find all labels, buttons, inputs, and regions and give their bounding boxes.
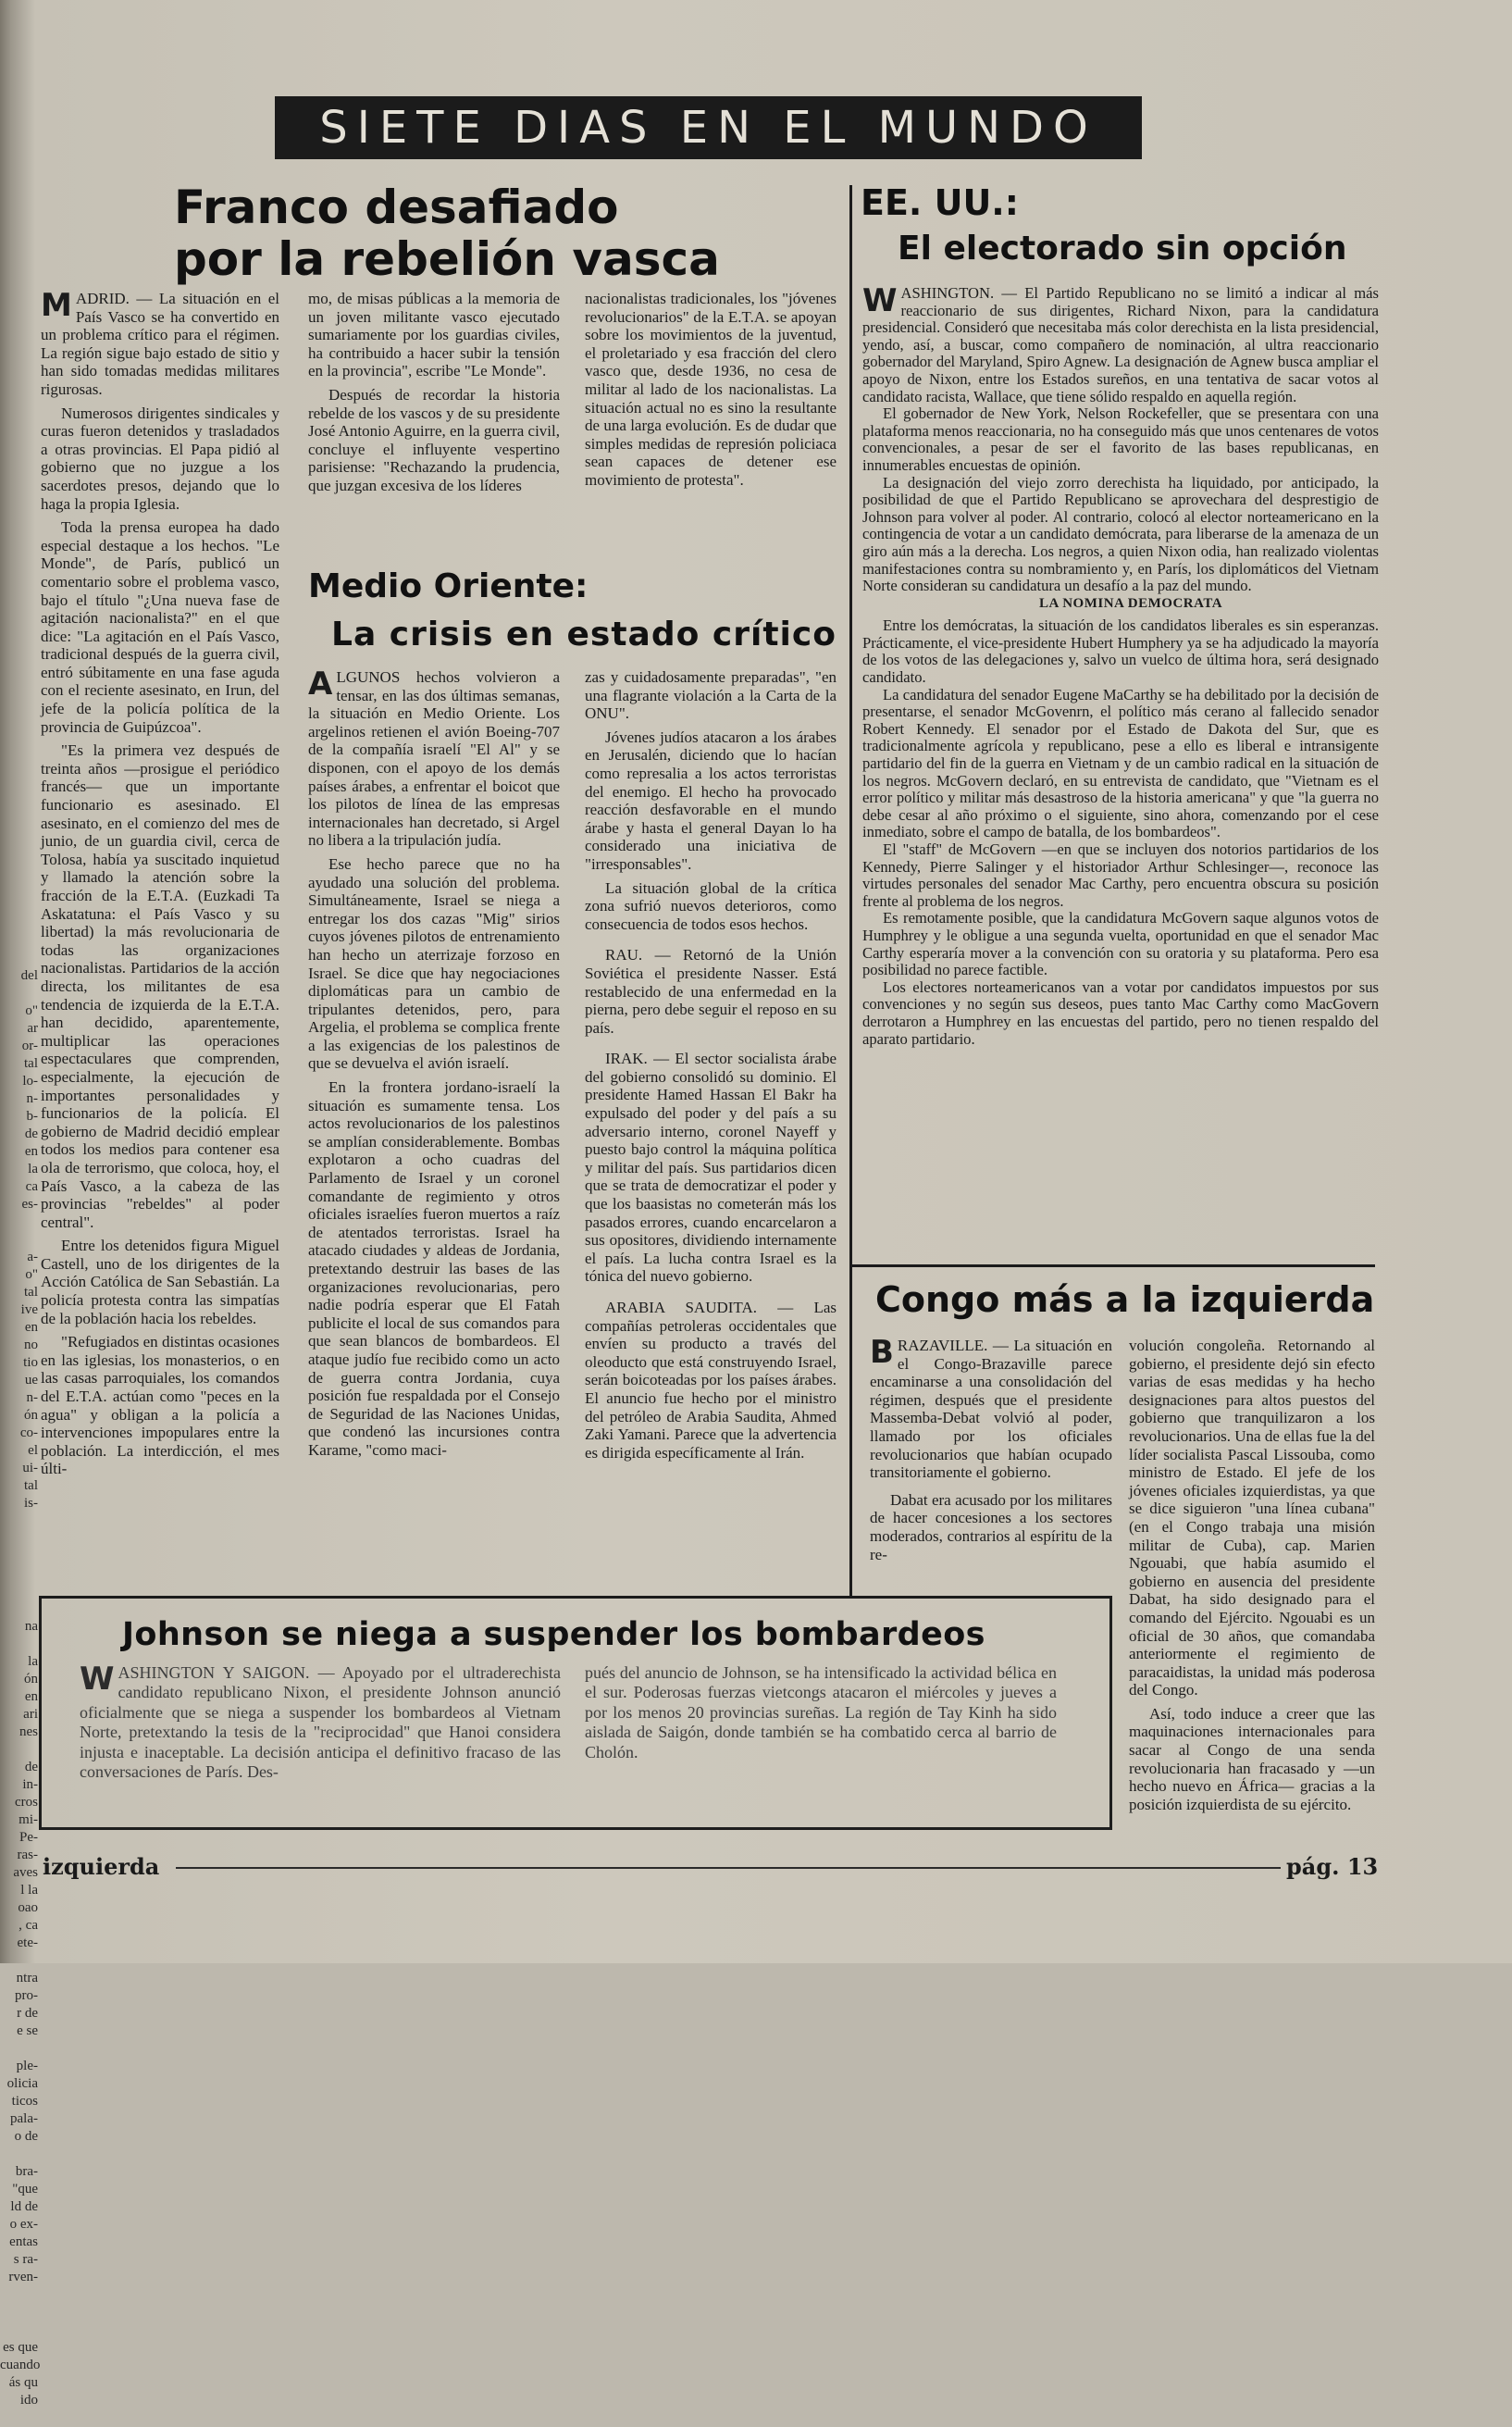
gutter-fragment-line: [0, 1512, 41, 1530]
gutter-fragment-line: [0, 2146, 41, 2163]
gutter-fragment-line: [0, 1636, 41, 1653]
franco-column-3: [585, 290, 837, 495]
gutter-fragment-line: co-: [19, 1425, 38, 1440]
gutter-fragment-line: [0, 545, 41, 563]
medio-col2-para-1: zas y cuidadosamente preparadas", "en una flagrante violación a la Carta de la ONU".: [585, 668, 837, 723]
gutter-fragment-line: aves: [13, 1865, 38, 1880]
gutter-fragment-line: [0, 809, 41, 827]
eeuu-column: [862, 282, 1379, 1048]
medio-dropcap: A: [308, 666, 333, 703]
gutter-fragment-line: es que: [3, 2340, 38, 2355]
section-banner: SIETE DIAS EN EL MUNDO: [275, 96, 1142, 159]
section-divider: [851, 1264, 1375, 1267]
gutter-fragment-line: ar: [27, 1021, 38, 1036]
franco-para-6: "Refugiados en distintas ocasiones en las iglesias, los monasterios, o en las casas parroquiales, los comandos del E.T.A. actúan como "peces en la agua" y obligan a la policía a intervenciones impopulares entre la población. La interdicción, el mes últi-: [41, 1333, 279, 1478]
eeuu-headline-line2: El electorado sin opción: [898, 230, 1347, 268]
footer-magazine-name: izquierda: [43, 1853, 160, 1880]
gutter-fragment-line: [0, 668, 41, 686]
gutter-fragment-line: el: [28, 1443, 38, 1458]
gutter-fragment-line: [0, 774, 41, 791]
gutter-fragment-line: ete-: [17, 1935, 38, 1950]
eeuu-para-4: Entre los demócratas, la situación de los candidatos liberales es sin esperanzas. Prácticamente, el vice-presidente Hubert Humphery ya se ha adjudicado la mayoría de los votos de las delegaciones y, salvo un vuelco de última hora, será designado candidato.: [862, 616, 1379, 687]
franco-dropcap: M: [41, 287, 72, 324]
gutter-fragment-line: [0, 475, 41, 492]
gutter-fragment-line: ple-: [16, 2059, 38, 2073]
gutter-fragment-line: [0, 1548, 41, 1565]
gutter-fragment-line: [0, 616, 41, 633]
medio-col2-para-5: IRAK. — El sector socialista árabe del gobierno consolidó su dominio. El presidente Hamed Hassan El Bakr ha expulsado del poder y del país a su adversario interno, coronel Nayeff y puesto bajo control la máquina política y militar del país. Sus partidarios dicen que se trata de democratizar el poder y que los baasistas no cometerán más los pasados errores, cuando encarcelaron a sus opositores, dividiendo internamente el país. La lucha contra Israel es la tónica del nuevo gobierno.: [585, 1050, 837, 1286]
eeuu-para-1: WASHINGTON. — El Partido Republicano no se limitó a indicar al más reaccionario de sus dirigentes, Richard Nixon, para la candidatura presidencial. Consideró que necesitaba más color derechista en la lista presidencial, yendo, así, a buscar, como compañero de nominación, al ultra reaccionario gobernador del Maryland, Spiro Agnew. La designación de Agnew busca ampliar el apoyo de Nixon, entre los Estados sureños, en una tentativa de sacar votos al candidato racista, Wallace, que tiene sólido respaldo en aquella región.: [862, 282, 1379, 405]
gutter-fragment-line: bra-: [15, 2164, 38, 2179]
gutter-fragment-line: n-: [26, 1390, 38, 1405]
gutter-fragment-line: tal: [24, 1478, 38, 1493]
gutter-fragment-line: [0, 897, 41, 915]
gutter-fragment-line: [0, 915, 41, 932]
gutter-fragment-line: [0, 756, 41, 774]
gutter-fragment-line: es-: [21, 1197, 38, 1212]
gutter-fragment-line: [0, 633, 41, 651]
gutter-fragment-line: lo-: [22, 1074, 38, 1089]
franco-para-4: "Es la primera vez después de treinta años —prosigue el periódico francés— que un importante funcionario es asesinado. El asesinato, en el comienzo del mes de junio, de un guardia civil, cerca de Tolosa, había ya suscitado inquietud y llamado la atención sobre la fracción de la E.T.A. (Euzkadi Ta Askatatuna: el País Vasco y su libertad) la más revolucionaria de todas las organizaciones nacionalistas. Partidarios de la acción directa, los militantes de esa tendencia de izquierda de la E.T.A. han decidido, aparentemente, multiplicar las operaciones espectaculares que comprenden, especialmente, la ejecución de importantes personalidades y funcionarios de la policía. El gobierno de Madrid decidió emplear todos los medios para contener esa ola de terrorismo, que coloca, hoy, el País Vasco, a la cabeza de las provincias "rebeldes" al poder central".: [41, 741, 279, 1231]
gutter-fragment-line: la: [28, 1654, 38, 1669]
gutter-fragment-line: [0, 862, 41, 879]
eeuu-para-5: La candidatura del senador Eugene MaCarthy se ha debilitado por la decisión de presentarse, el senador McGovenrn, el político más cerano al fallecido senador Robert Kennedy. El senador por el Estado de Dakota del Sur, que es tradicionalmente agrícola y republicano, pese a ello es liberal e intransigente partidario del fin de la guerra en Vietnam y de un cambio radical en la situación de los negros. McGovern declaró, en su entrevista de candidato, que "Vietnam es el error político y militar más desastroso de la historia americana" y que "la guerra no debe cesar al año próximo o el siguiente, sino ahora, comenzando por el cese inmediato, sobre el campo de batalla, de los bombardeos".: [862, 685, 1379, 841]
franco-para-5: Entre los detenidos figura Miguel Castell, uno de los dirigentes de la Acción Católica de San Sebastián. La policía protesta contra las simpatías de la población hacia los rebeldes.: [41, 1237, 279, 1327]
franco-column-1: [41, 287, 279, 1484]
franco-column-2: [308, 290, 560, 501]
gutter-fragment-line: [0, 2286, 41, 2304]
gutter-fragment-line: o": [25, 1003, 38, 1018]
column-rule: [849, 185, 852, 1597]
congo-col2-para-2: Así, todo induce a creer que las maquinaciones internacionales para sacar al Congo de una senda revolucionaria han fracasado y —un hecho nuevo en África— gracias a la posición izquierdista de su ejército.: [1129, 1704, 1375, 1813]
gutter-fragment-line: [0, 387, 41, 404]
franco-headline-line1: Franco desafiado: [174, 180, 619, 234]
medio-oriente-headline-line2: La crisis en estado crítico: [331, 616, 837, 653]
medio-para-1: ALGUNOS hechos volvieron a tensar, en las dos últimas semanas, la situación en Medio Oriente. Los argelinos retienen el avión Boeing-707 de la compañía israelí "El Al" y se disponen, con el apoyo de los demás países árabes, a enfrentar el boicot que los pilotos de línea de las empresas internacionales han decretado, si Argel no libera a la tripulación judía.: [308, 666, 560, 850]
gutter-fragment-line: [0, 1583, 41, 1600]
franco-col3-para-1: nacionalistas tradicionales, los "jóvenes revolucionarios" de la E.T.A. se apoyan sobre los movimientos de la juventud, el proletariado y esa fracción del clero vasco que, desde 1936, no cesa de militar al lado de los nacionalistas. La situación actual no es sino la resultante de una larga evolución. Es de dudar que simples medidas de represión policiaca sean capaces de detener ese movimiento de protesta".: [585, 290, 837, 489]
gutter-fragment-line: [0, 580, 41, 598]
gutter-fragment-line: [0, 440, 41, 457]
gutter-fragment-line: cros: [15, 1795, 38, 1810]
gutter-fragment-line: o": [25, 1267, 38, 1282]
gutter-fragment-line: n-: [26, 1091, 38, 1106]
gutter-fragment-line: [0, 1565, 41, 1583]
gutter-fragment-line: [0, 827, 41, 844]
franco-col2-para-1: mo, de misas públicas a la memoria de un joven militante vasco ejecutado sumariamente por los guardias civiles, ha contribuido a hacer subir la tensión en la provincia", escribe "Le Monde".: [308, 290, 560, 380]
gutter-fragment-line: [0, 457, 41, 475]
gutter-fragment-line: [0, 739, 41, 756]
gutter-fragment-line: ca: [25, 1179, 38, 1194]
adjacent-page-fragment: [0, 352, 41, 2408]
congo-column-2: [1129, 1337, 1375, 1819]
gutter-fragment-line: entas: [9, 2234, 38, 2249]
medio-col2-para-3: La situación global de la crítica zona sufrió nuevos deterioros, como consecuencia de todos esos hechos.: [585, 878, 837, 933]
gutter-fragment-line: [0, 686, 41, 703]
medio-oriente-column-1: [308, 668, 560, 1465]
gutter-fragment-line: o ex-: [9, 2217, 38, 2232]
congo-dropcap: B: [870, 1334, 894, 1371]
medio-col2-para-4: RAU. — Retornó de la Unión Soviética el presidente Nasser. Está restablecido de una enfermedad en la pierna, pero debe seguir el reposo en su país.: [585, 946, 837, 1037]
gutter-fragment-line: [0, 422, 41, 440]
gutter-fragment-line: rven-: [8, 2270, 38, 2284]
johnson-dropcap: W: [80, 1661, 115, 1698]
franco-headline-line2: por la rebelión vasca: [174, 232, 720, 286]
medio-para-2: Ese hecho parece que no ha ayudado una solución del problema. Simultáneamente, Israel se niega a entregar los dos cazas "Mig" sirios cuyos jóvenes pilotos de entrenamiento han hecho un aterrizaje forzoso en Israel. Se dice que hay negociaciones diplomáticas para un cambio de tripulantes detenidos, pero, para Argelia, el problema se complica frente a las exigencias de los palestinos de que se devuelva el avión israelí.: [308, 854, 560, 1073]
congo-para-1: BRAZAVILLE. — La situación en el Congo-Brazaville parece encaminarse a una consolidación del régimen, después que el presidente Massemba-Debat volvió al poder, llamado por los oficiales revolucionarios que habían ocupado transitoriamente el gobierno.: [870, 1334, 1112, 1482]
gutter-fragment-line: [0, 2304, 41, 2321]
johnson-para-2: pués del anuncio de Johnson, se ha intensificado la actividad bélica en el sur. Poderosas fuerzas vietcongs atacaron el miércoles y jueves a por los menos 20 provincias sureñas. La región de Tay Kinh ha sido aislada de Saigón, donde también se ha combatido cerca al barrio de Cholón.: [585, 1663, 1057, 1761]
gutter-fragment-line: ari: [23, 1707, 38, 1722]
gutter-fragment-line: [0, 528, 41, 545]
congo-para-2: Dabat era acusado por los militares de hacer concesiones a los sectores moderados, contrarios al espíritu de la re-: [870, 1490, 1112, 1563]
medio-col2-para-6: ARABIA SAUDITA. — Las compañías petroleras occidentales que envíen su producto a través del oleoducto que está construyendo Israel, serán boicoteadas por los países árabes. El anuncio fue hecho por el ministro del petróleo de Arabia Saudita, Ahmed Zaki Yamani. Parece que la advertencia es dirigida específicamente al Irán.: [585, 1299, 837, 1462]
gutter-fragment-line: ás qu: [8, 2375, 38, 2390]
gutter-fragment-line: ras-: [17, 1848, 38, 1862]
gutter-fragment-line: in-: [22, 1777, 38, 1792]
gutter-fragment-line: [0, 352, 41, 369]
eeuu-subhead: LA NOMINA DEMOCRATA: [1038, 595, 1223, 611]
johnson-headline: Johnson se niega a suspender los bombardeos: [122, 1616, 985, 1653]
gutter-fragment-line: ive: [20, 1302, 38, 1317]
gutter-fragment-line: r de: [17, 2006, 38, 2021]
eeuu-para-3: La designación del viejo zorro derechista ha liquidado, por anticipado, la posibilidad de que el Partido Republicano se aprovechara del desprestigio de Johnson para volver al poder. Al contrario, colocó al elector norteamericano en la contingencia de votar a un candidato demócrata, para liberarse de la amenaza de un giro aún más a la derecha. Los negros, a quien Nixon odia, han realizado violentas manifestaciones contra su nombramiento y, en París, los diplomáticos del Vietnam Norte consideran su candidatura un desafío a la paz del mundo.: [862, 473, 1379, 595]
gutter-fragment-line: del: [20, 968, 38, 983]
gutter-fragment-line: [0, 703, 41, 721]
gutter-fragment-line: pro-: [15, 1988, 38, 2003]
johnson-column-2: [585, 1663, 1057, 1768]
gutter-fragment-line: o de: [14, 2129, 38, 2144]
gutter-fragment-line: Pe-: [19, 1830, 38, 1845]
eeuu-dropcap: W: [862, 282, 898, 319]
congo-column-1: [870, 1334, 1112, 1569]
gutter-fragment-line: [0, 844, 41, 862]
congo-headline: Congo más a la izquierda: [875, 1279, 1375, 1320]
gutter-fragment-line: [0, 2409, 41, 2427]
gutter-fragment-line: ido: [19, 2393, 38, 2408]
gutter-fragment-line: en: [24, 1144, 38, 1159]
eeuu-para-7: Es remotamente posible, que la candidatura McGovern saque algunos votos de Humphrey y le obligue a una segunda vuelta, oportunidad en que el senador Mac Carthy esperaría mover a la convención con su oratoria y su plataforma. Pero esa posibilidad no parece factible.: [862, 909, 1379, 979]
gutter-fragment-line: [0, 1600, 41, 1618]
gutter-fragment-line: [0, 791, 41, 809]
gutter-fragment-line: no: [24, 1338, 38, 1352]
gutter-fragment-line: [0, 651, 41, 668]
page-number: pág. 13: [1286, 1853, 1379, 1880]
gutter-fragment-line: [0, 1214, 41, 1231]
gutter-fragment-line: "que: [12, 2182, 38, 2197]
gutter-fragment-line: ui-: [22, 1461, 38, 1475]
gutter-fragment-line: ld de: [10, 2199, 38, 2214]
gutter-fragment-line: [0, 1231, 41, 1249]
gutter-fragment-line: la: [28, 1162, 38, 1176]
gutter-fragment-line: en: [24, 1689, 38, 1704]
gutter-fragment-line: or-: [21, 1039, 38, 1053]
gutter-fragment-line: , ca: [19, 1918, 38, 1933]
gutter-fragment-line: ón: [24, 1408, 38, 1423]
gutter-fragment-line: [0, 985, 41, 1002]
gutter-fragment-line: [0, 1741, 41, 1759]
medio-oriente-headline-line1: Medio Oriente:: [308, 567, 589, 605]
gutter-fragment-line: e se: [17, 2023, 38, 2038]
eeuu-para-2: El gobernador de New York, Nelson Rockefeller, que se presentara con una plataforma menos reaccionaria, no ha conseguido más que unos centenares de votos convencionales, a pesar de ser el favorito de las bases republicanas, en innumerables encuestas de opinión.: [862, 404, 1379, 474]
gutter-fragment-line: ue: [24, 1373, 38, 1388]
medio-col2-para-2: Jóvenes judíos atacaron a los árabes en Jerusalén, diciendo que lo hacían como represalia a los actos terroristas del enemigo. El hecho ha provocado reacción desfavorable en el mundo árabe y hasta el general Dayan lo ha considerado una iniciativa de "irresponsables".: [585, 728, 837, 873]
gutter-fragment-line: [0, 1530, 41, 1548]
medio-oriente-column-2: [585, 668, 837, 1467]
gutter-fragment-line: a-: [27, 1250, 38, 1264]
franco-col2-para-2: Después de recordar la historia rebelde de los vascos y de su presidente José Antonio Aguirre, en la guerra civil, concluye el influyente vespertino parisiense: "Rechazando la prudencia, que juzgan excesiva de los líderes: [308, 385, 560, 494]
footer-rule: [176, 1867, 1281, 1869]
gutter-fragment-line: tal: [24, 1056, 38, 1071]
gutter-fragment-line: [0, 510, 41, 528]
gutter-fragment-line: [0, 932, 41, 950]
gutter-fragment-line: [0, 598, 41, 616]
gutter-fragment-line: [0, 369, 41, 387]
gutter-fragment-line: [0, 2321, 41, 2339]
gutter-fragment-line: s ra-: [13, 2252, 38, 2267]
eeuu-para-8: Los electores norteamericanos van a votar por candidatos impuestos por sus convenciones y no según sus deseos, pues tanto Mac Carthy como MacGovern derrotaron a Humphrey en las encuestas del partido, pero no tienen respaldo del aparato partidario.: [862, 977, 1379, 1048]
johnson-para-1: WASHINGTON Y SAIGON. — Apoyado por el ultraderechista candidato republicano Nixon, el presidente Johnson anunció oficialmente que se niega a suspender los bombardeos al Vietnam Norte, pretextando la tesis de la "reciprocidad" que Hanoi considera injusta e inaceptable. La decisión anticipa el definitivo fracaso de las conversaciones de París. Des-: [80, 1661, 561, 1782]
gutter-fragment-line: nes: [19, 1724, 38, 1739]
gutter-fragment-line: [0, 563, 41, 580]
gutter-fragment-line: [0, 492, 41, 510]
gutter-fragment-line: olicia: [6, 2076, 38, 2091]
franco-para-2: Numerosos dirigentes sindicales y curas fueron detenidos y trasladados a otras provincias. El Papa pidió al gobierno que no juzgue a los sacerdotes presos, dejando que lo haga la propia Iglesia.: [41, 404, 279, 513]
gutter-fragment-line: ón: [24, 1672, 38, 1686]
franco-para-3: Toda la prensa europea ha dado especial destaque a los hechos. "Le Monde", de París, publicó un comentario sobre el problema vasco, bajo el título "¿Una nueva fase de agitación nacionalista?" en el que dice: "La agitación en el País Vasco, tradicional después de la guerra civil, entró súbitamente en una fase aguda con el reciente asesinato, en Irun, del jefe de la policía política de la provincia de Guipúzcoa".: [41, 518, 279, 736]
johnson-column-1: [80, 1663, 561, 1787]
congo-col2-para-1: volución congoleña. Retornando al gobierno, el presidente dejó sin efecto varias de esas medidas y ha hecho designaciones para altos puestos del gobierno que tranquilizaron a los revolucionarios. Una de ellas fue la del líder socialista Pascal Lissouba, como ministro de Estado. El jefe de los jóvenes oficiales izquierdistas, ya que se dice siguieron "una línea cubana" (en el Congo trabaja una misión militar de Cuba), cap. Marien Ngouabi, que había asumido el gobierno en ausencia del presidente Dabat, ha sido designado para el comando del Ejército. Ngouabi es un oficial de 30 años, que comandaba anteriormente el regimiento de paracaidistas, la unidad más poderosa del Congo.: [1129, 1337, 1375, 1699]
gutter-fragment-line: en: [24, 1320, 38, 1335]
franco-para-1: MADRID. — La situación en el País Vasco se ha convertido en un problema crítico para el régimen. La región sigue bajo estado de sitio y han sido tomadas medidas militares rigurosas.: [41, 287, 279, 398]
gutter-fragment-line: [0, 1952, 41, 1970]
gutter-fragment-line: de: [24, 1760, 38, 1774]
gutter-fragment-line: [0, 404, 41, 422]
gutter-fragment-line: [0, 721, 41, 739]
gutter-fragment-line: cuando: [0, 2358, 41, 2372]
gutter-fragment-line: [0, 950, 41, 967]
gutter-fragment-line: ntra: [16, 1971, 38, 1985]
gutter-fragment-line: tal: [24, 1285, 38, 1300]
eeuu-para-6: El "staff" de McGovern —en que se incluyen dos notorios partidarios de los Kennedy, Pierre Salinger y el historiador Arthur Schlesinger—, reconoce las virtudes personales del senador Mac Carthy, pero encuentra obscura su posición frente al problema de los negros.: [862, 840, 1379, 910]
gutter-fragment-line: mi-: [19, 1812, 38, 1827]
gutter-fragment-line: pala-: [10, 2111, 38, 2126]
gutter-fragment-line: [0, 2040, 41, 2058]
gutter-fragment-line: [0, 879, 41, 897]
gutter-fragment-line: oao: [18, 1900, 38, 1915]
gutter-fragment-line: tio: [23, 1355, 38, 1370]
gutter-fragment-line: b-: [26, 1109, 38, 1124]
gutter-fragment-line: l la: [20, 1883, 38, 1898]
gutter-fragment-line: is-: [24, 1496, 38, 1511]
gutter-fragment-line: na: [24, 1619, 38, 1634]
medio-para-3: En la frontera jordano-israelí la situación es sumamente tensa. Los actos revolucionarios de los palestinos se amplían considerablemente. Bombas explotaron a ocho cuadras del Parlamento de Israel y un coronel comandante de regimiento y otros oficiales israelíes fueron muertos a raíz de atentados terroristas. Israel ha atacado ciudades y aldeas de Jordania, pretextando destruir las bases de las organizaciones revolucionarias, pero nadie podría esperar que El Fatah publicite el local de sus comandos para que sean blancos de bombardeos. El ataque judío fue recibido como un acto de guerra contra Jordania, cuya posición fue respaldada por el Consejo de Seguridad de las Naciones Unidas, que condenó las incursiones contra Karame, "como maci-: [308, 1078, 560, 1459]
gutter-fragment-line: de: [24, 1126, 38, 1141]
gutter-fragment-line: ticos: [11, 2094, 38, 2109]
eeuu-headline-line1: EE. UU.:: [861, 182, 1019, 223]
